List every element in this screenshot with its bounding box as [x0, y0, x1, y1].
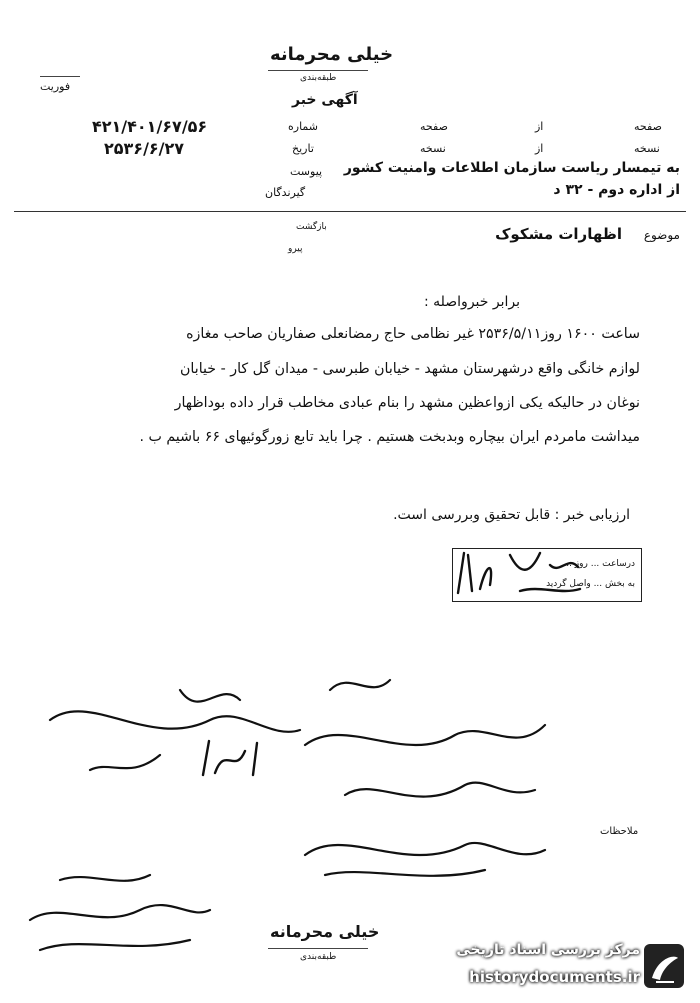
classification-label: طبقه‌بندی: [300, 73, 337, 83]
body-line-3: نوغان در حالیکه یکی ازواعظین مشهد را بنام عبادی مخاطب قرار داده بوداظهار: [174, 395, 640, 411]
copy-label-1: نسخه: [634, 142, 660, 155]
body-line-1: ساعت ۱۶۰۰ روز۲۵۳۶/۵/۱۱ غیر نظامی حاج رمضانعلی صفاریان صاحب مغازه: [186, 326, 640, 342]
number-value: ۴۲۱/۴۰۱/۶۷/۵۶: [92, 117, 208, 136]
from-label-2: از: [535, 142, 544, 155]
remarks-label: ملاحظات: [600, 826, 639, 837]
handwritten-note-3: [20, 860, 220, 960]
attachment-label: پیوست: [290, 165, 323, 178]
urgency-label: فوریت: [40, 80, 71, 93]
subject-value: اظهارات مشکوک: [495, 225, 622, 243]
classification-label-bottom: طبقه‌بندی: [300, 952, 337, 962]
subject-label: موضوع: [643, 228, 680, 242]
from-line: از اداره دوم - ۳۲ د: [553, 182, 680, 198]
stamp-line-1: درساعت ... روز ...: [563, 559, 635, 569]
body-line-2: لوازم خانگی واقع درشهرستان مشهد - خیابان طبرسی - میدان گل کار - خیابان: [180, 361, 640, 377]
watermark-url[interactable]: historydocuments.ir: [469, 968, 640, 986]
copy-label-2: نسخه: [420, 142, 446, 155]
to-line: به تیمسار ریاست سازمان اطلاعات وامنیت کشور: [343, 160, 680, 176]
number-label: شماره: [288, 120, 319, 133]
stamp-line-2: به بخش ... واصل گردید: [546, 579, 635, 589]
date-label: تاریخ: [292, 142, 314, 155]
classification-bottom: خیلی محرمانه: [270, 922, 380, 941]
handwritten-note-2: [285, 705, 565, 885]
classification-underline: [268, 70, 368, 71]
form-title: آگهی خبر: [292, 92, 358, 108]
page-label-2: صفحه: [420, 120, 448, 133]
handwritten-number: [195, 735, 275, 785]
watermark-logo-icon: [644, 944, 684, 988]
watermark-name: مرکز بررسی اسناد تاریخی: [456, 942, 640, 958]
date-value: ۲۵۳۶/۶/۲۷: [104, 139, 185, 158]
watermark: [430, 940, 688, 996]
stamp-handwriting: [450, 545, 640, 605]
evaluation: ارزیابی خبر : قابل تحقیق وبررسی است.: [393, 507, 630, 523]
from-label-1: از: [535, 120, 544, 133]
return-label: بازگشت: [296, 222, 327, 232]
urgency-line: [40, 76, 80, 77]
recipients-label: گیرندگان: [265, 186, 306, 199]
body-line-4: میداشت مامردم ایران بیچاره وبدبخت هستیم . چرا باید تابع زورگوئیهای ۶۶ باشیم ب .: [139, 429, 640, 445]
follow-label: پیرو: [288, 244, 303, 254]
header-divider: [14, 211, 686, 212]
body-intro: برابر خبرواصله :: [423, 294, 520, 310]
classification-top: خیلی محرمانه: [270, 44, 394, 65]
classification-bottom-underline: [268, 948, 368, 949]
page-label-1: صفحه: [634, 120, 662, 133]
